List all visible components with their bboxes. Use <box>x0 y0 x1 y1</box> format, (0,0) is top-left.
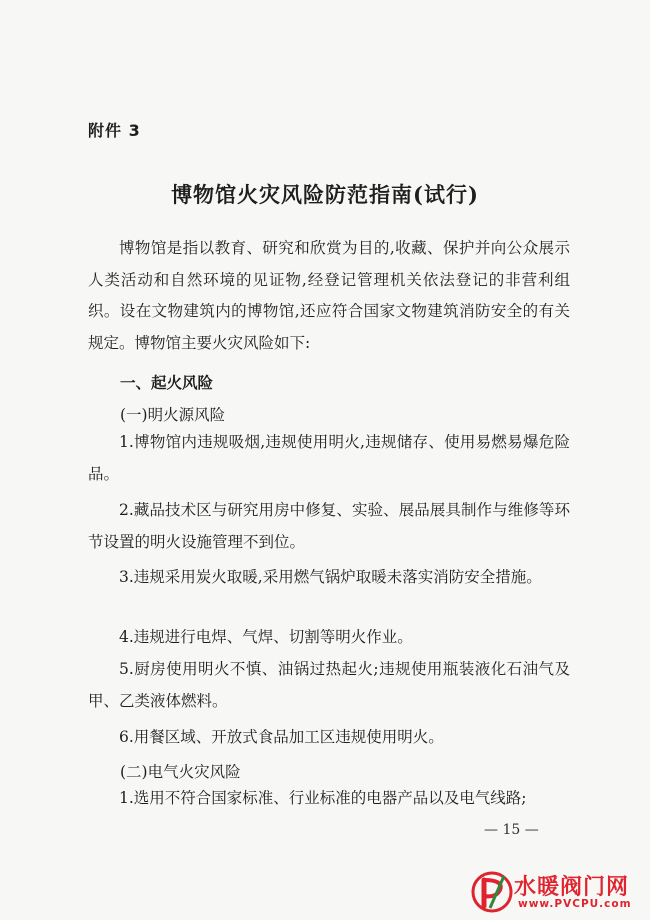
pvcpu-logo-icon <box>470 868 514 914</box>
list-item: 4.违规进行电焊、气焊、切割等明火作业。 <box>119 628 413 646</box>
page-number: — 15 — <box>484 822 539 838</box>
list-item: 1.选用不符合国家标准、行业标准的电器产品以及电气线路; <box>119 789 527 807</box>
site-watermark <box>470 868 645 916</box>
page-title: 博物馆火灾风险防范指南(试行) <box>171 182 479 207</box>
intro-paragraph: 博物馆是指以教育、研究和欣赏为目的,收藏、保护并向公众展示人类活动和自然环境的见证物,经登记管理机关依法登记的非营利组织。设在文物建筑内的博物馆,还应符合国家文物建筑消防安全的有关规定。博物馆主要火灾风险如下: <box>88 239 570 352</box>
list-item: 6.用餐区域、开放式食品加工区违规使用明火。 <box>119 728 444 746</box>
watermark-site-name: 水暖阀门网 <box>514 875 630 900</box>
watermark-url: www.PVCPU.com <box>518 898 632 910</box>
list-item: 2.藏品技术区与研究用房中修复、实验、展品展具制作与维修等环节设置的明火设施管理不到位。 <box>88 501 570 551</box>
subsection-heading-electrical-fire: (二)电气火灾风险 <box>120 763 241 781</box>
list-item: 3.违规采用炭火取暖,采用燃气锅炉取暖未落实消防安全措施。 <box>119 568 542 586</box>
section-heading-ignition-risk: 一、起火风险 <box>120 374 214 392</box>
attachment-label: 附件 3 <box>88 121 141 140</box>
list-item: 1.博物馆内违规吸烟,违规使用明火,违规储存、使用易燃易爆危险品。 <box>88 433 570 483</box>
subsection-heading-open-flame: (一)明火源风险 <box>120 406 226 424</box>
list-item: 5.厨房使用明火不慎、油锅过热起火;违规使用瓶装液化石油气及甲、乙类液体燃料。 <box>88 660 570 710</box>
